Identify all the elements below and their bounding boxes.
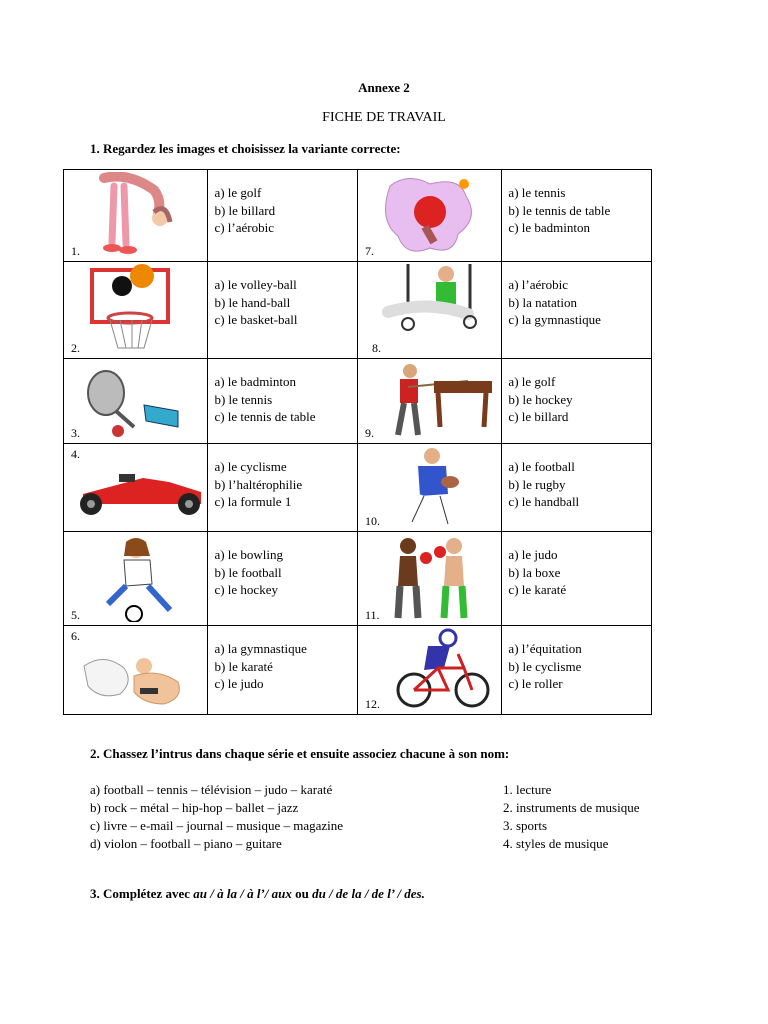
category-names-list xyxy=(503,781,640,853)
option-b[interactable]: b) le karaté xyxy=(214,658,273,674)
item-number: 4. xyxy=(71,447,80,461)
section2-heading: 2. Chassez l’intrus dans chaque série et ensuite associez chacune à son nom: xyxy=(90,746,510,761)
item-number: 11. xyxy=(364,608,380,622)
options-cell-2 xyxy=(208,262,358,359)
option-c[interactable]: c) le roller xyxy=(508,676,563,691)
option-c[interactable]: c) l’aérobic xyxy=(214,220,274,235)
option-c[interactable]: c) la formule 1 xyxy=(214,494,292,509)
option-a[interactable]: a) le badminton xyxy=(214,374,297,389)
options-cell-6 xyxy=(208,626,358,715)
image-cell-10 xyxy=(357,444,501,532)
item-number: 2. xyxy=(71,341,80,355)
image-cell-8 xyxy=(357,262,501,359)
option-a[interactable]: a) le bowling xyxy=(214,547,284,562)
options-cell-12 xyxy=(502,626,652,715)
series-list xyxy=(90,781,343,853)
option-b[interactable]: b) la natation xyxy=(508,294,578,310)
worksheet-title: FICHE DE TRAVAIL xyxy=(322,110,446,125)
section3-heading xyxy=(90,886,425,902)
options-cell-1 xyxy=(208,170,358,262)
option-c[interactable]: c) le handball xyxy=(508,494,580,509)
item-number: 10. xyxy=(364,514,380,528)
option-a[interactable]: a) le cyclisme xyxy=(214,459,287,474)
rugby-player-icon xyxy=(368,446,494,530)
section3-heading-articles: au / à la / à l’/ aux xyxy=(193,886,292,901)
options-cell-3 xyxy=(208,359,358,444)
image-cell-1 xyxy=(64,170,208,262)
image-cell-9 xyxy=(357,359,501,444)
category-name: 4. styles de musique xyxy=(503,836,609,851)
item-number: 5. xyxy=(71,608,80,622)
section3-heading-prefix: 3. Complétez avec xyxy=(90,886,194,901)
football-player-icon xyxy=(74,534,200,622)
aerobics-stretch-icon xyxy=(74,172,200,258)
image-cell-7 xyxy=(357,170,501,262)
tennis-racket-icon xyxy=(74,361,200,441)
option-a[interactable]: a) le tennis xyxy=(508,185,566,200)
options-cell-11 xyxy=(502,532,652,626)
billiards-player-icon xyxy=(368,361,494,441)
image-cell-5 xyxy=(64,532,208,626)
option-a[interactable]: a) le golf xyxy=(214,185,262,200)
options-cell-4 xyxy=(208,444,358,532)
option-b[interactable]: b) le billard xyxy=(214,202,276,218)
option-c[interactable]: c) le judo xyxy=(214,676,264,691)
option-c[interactable]: c) le tennis de table xyxy=(214,409,316,424)
section3-heading-mid: ou xyxy=(291,886,313,901)
exercise-grid xyxy=(63,169,652,715)
option-c[interactable]: c) le billard xyxy=(508,409,569,424)
option-a[interactable]: a) l’équitation xyxy=(508,641,582,656)
boxers-icon xyxy=(368,534,494,622)
option-a[interactable]: a) le judo xyxy=(508,547,558,562)
option-a[interactable]: a) le golf xyxy=(508,374,556,389)
options-cell-7 xyxy=(502,170,652,262)
item-number: 12. xyxy=(364,697,380,711)
option-c[interactable]: c) le hockey xyxy=(214,582,278,597)
option-a[interactable]: a) l’aérobic xyxy=(508,277,568,292)
series-item: d) violon – football – piano – guitare xyxy=(90,836,282,851)
formula1-car-icon xyxy=(66,448,206,528)
option-b[interactable]: b) le rugby xyxy=(508,476,566,492)
basketball-hoop-icon xyxy=(74,264,200,354)
option-b[interactable]: b) le hand-ball xyxy=(214,294,291,310)
image-cell-12 xyxy=(357,626,501,715)
option-b[interactable]: b) le hockey xyxy=(508,391,573,407)
option-b[interactable]: b) l’haltérophilie xyxy=(214,476,303,492)
option-b[interactable]: b) le football xyxy=(214,564,282,580)
series-item: a) football – tennis – télévision – judo – karaté xyxy=(90,782,333,797)
category-name: 1. lecture xyxy=(503,782,552,797)
annexe-label: Annexe 2 xyxy=(358,80,410,95)
option-b[interactable]: b) le tennis xyxy=(214,391,273,407)
gymnast-rings-icon xyxy=(368,264,494,354)
option-a[interactable]: a) le football xyxy=(508,459,575,474)
judo-fighters-icon xyxy=(74,638,200,718)
option-c[interactable]: c) le basket-ball xyxy=(214,312,298,327)
item-number: 6. xyxy=(71,629,80,643)
options-cell-10 xyxy=(502,444,652,532)
image-cell-6 xyxy=(64,626,208,715)
item-number: 9. xyxy=(364,426,374,440)
option-c[interactable]: c) la gymnastique xyxy=(508,312,601,327)
image-cell-4 xyxy=(64,444,208,532)
option-c[interactable]: c) le karaté xyxy=(508,582,567,597)
image-cell-3 xyxy=(64,359,208,444)
options-cell-5 xyxy=(208,532,358,626)
series-item: c) livre – e-mail – journal – musique – magazine xyxy=(90,818,344,833)
section3-heading-partitives: du / de la / de l’ / des. xyxy=(312,886,425,901)
options-cell-8 xyxy=(502,262,652,359)
option-a[interactable]: a) le volley-ball xyxy=(214,277,297,292)
ping-pong-paddle-icon xyxy=(368,172,494,258)
option-c[interactable]: c) le badminton xyxy=(508,220,591,235)
option-a[interactable]: a) la gymnastique xyxy=(214,641,307,656)
series-item: b) rock – métal – hip-hop – ballet – jazz xyxy=(90,800,299,815)
item-number: 7. xyxy=(364,244,374,258)
item-number: 1. xyxy=(71,244,80,258)
options-cell-9 xyxy=(502,359,652,444)
option-b[interactable]: b) le cyclisme xyxy=(508,658,582,674)
image-cell-11 xyxy=(357,532,501,626)
category-name: 3. sports xyxy=(503,818,548,833)
category-name: 2. instruments de musique xyxy=(503,800,640,815)
image-cell-2 xyxy=(64,262,208,359)
item-number: 3. xyxy=(71,426,80,440)
option-b[interactable]: b) la boxe xyxy=(508,564,561,580)
item-number: 8. xyxy=(371,341,381,355)
cyclist-icon xyxy=(368,628,494,712)
option-b[interactable]: b) le tennis de table xyxy=(508,202,611,218)
section1-heading: 1. Regardez les images et choisissez la variante correcte: xyxy=(90,141,401,156)
